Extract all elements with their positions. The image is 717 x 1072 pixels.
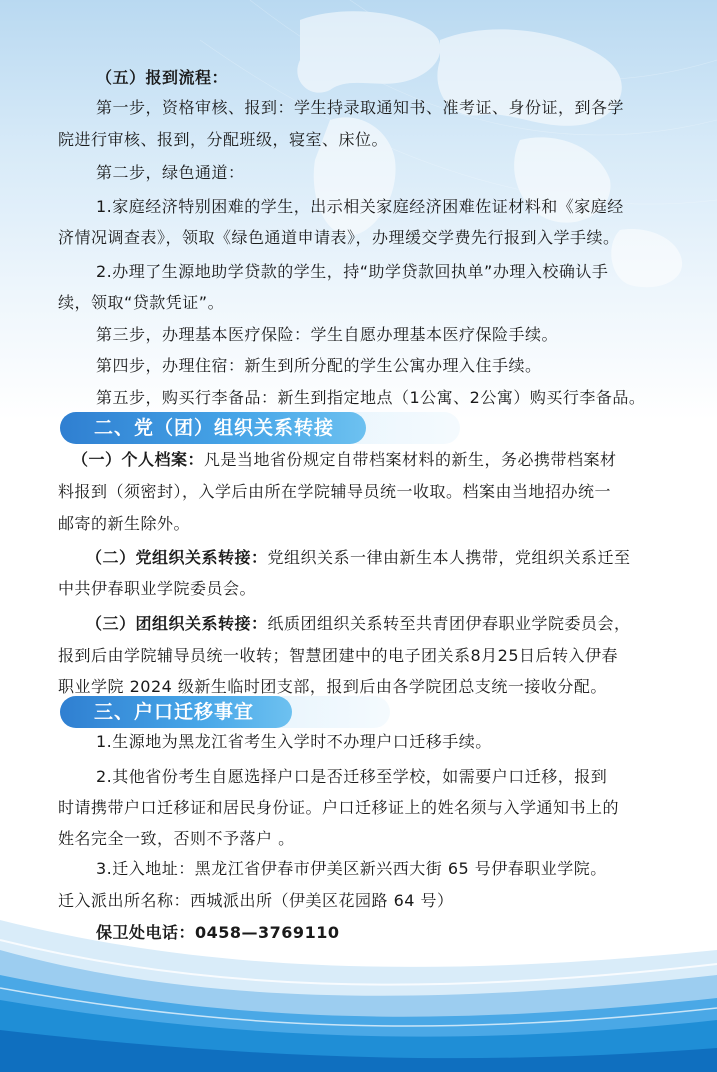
hukou-item2-line1: 2.其他省份考生自愿选择户口是否迁移至学校，如需要户口迁移，报到	[96, 767, 608, 786]
item2-line2: 续，领取“贷款凭证”。	[58, 293, 225, 312]
league-transfer-label: （三）团组织关系转接：	[86, 614, 268, 633]
hukou-item2-line2: 时请携带户口迁移证和居民身份证。户口迁移证上的姓名须与入学通知书上的	[58, 798, 620, 817]
section2-title: 二、党（团）组织关系转接	[94, 417, 335, 439]
section3-title: 三、户口迁移事宜	[94, 701, 255, 723]
party-transfer-line1	[86, 547, 631, 569]
step1-line2: 院进行审核、报到，分配班级，寝室、床位。	[58, 130, 389, 149]
party-archive-line1	[72, 449, 617, 471]
step5-line: 第五步，购买行李备品：新生到指定地点（1公寓、2公寓）购买行李备品。	[96, 388, 646, 407]
hukou-item2-line3: 姓名完全一致，否则不予落户 。	[58, 829, 295, 848]
league-transfer-line3: 职业学院 2024 级新生临时团支部，报到后由各学院团总支统一接收分配。	[58, 677, 607, 696]
security-phone: 保卫处电话：0458—3769110	[96, 923, 340, 942]
step1-line1: 第一步，资格审核、报到：学生持录取通知书、准考证、身份证，到各学	[96, 98, 625, 117]
party-transfer-text: 党组织关系一律由新生本人携带，党组织关系迁至	[267, 548, 631, 567]
item1-line2: 济情况调查表》，领取《绿色通道申请表》，办理缓交学费先行报到入学手续。	[58, 228, 620, 247]
step2-heading: 第二步，绿色通道：	[96, 163, 245, 182]
hukou-item3-line1: 3.迁入地址：黑龙江省伊春市伊美区新兴西大街 65 号伊春职业学院。	[96, 859, 607, 878]
step4-line: 第四步，办理住宿：新生到所分配的学生公寓办理入住手续。	[96, 356, 542, 375]
party-archive-label: （一）个人档案：	[72, 450, 205, 469]
item1-line1: 1.家庭经济特别困难的学生，出示相关家庭经济困难佐证材料和《家庭经	[96, 197, 624, 216]
party-archive-line3: 邮寄的新生除外。	[58, 514, 191, 533]
hukou-item3-line2: 迁入派出所名称：西城派出所（伊美区花园路 64 号）	[58, 891, 454, 910]
league-transfer-line2: 报到后由学院辅导员统一收转；智慧团建中的电子团关系8月25日后转入伊春	[58, 646, 619, 665]
league-transfer-line1	[86, 613, 631, 635]
section5-heading: （五）报到流程：	[96, 68, 229, 87]
party-archive-line2: 料报到（须密封），入学后由所在学院辅导员统一收取。档案由当地招办统一	[58, 482, 612, 501]
item2-line1: 2.办理了生源地助学贷款的学生，持“助学贷款回执单”办理入校确认手	[96, 262, 609, 281]
step3-line: 第三步，办理基本医疗保险：学生自愿办理基本医疗保险手续。	[96, 325, 559, 344]
party-archive-text: 凡是当地省份规定自带档案材料的新生，务必携带档案材	[204, 450, 617, 469]
hukou-item1: 1.生源地为黑龙江省考生入学时不办理户口迁移手续。	[96, 732, 492, 751]
league-transfer-text: 纸质团组织关系转至共青团伊春职业学院委员会，	[267, 614, 631, 633]
party-transfer-label: （二）党组织关系转接：	[86, 548, 268, 567]
party-transfer-line2: 中共伊春职业学院委员会。	[58, 579, 257, 598]
